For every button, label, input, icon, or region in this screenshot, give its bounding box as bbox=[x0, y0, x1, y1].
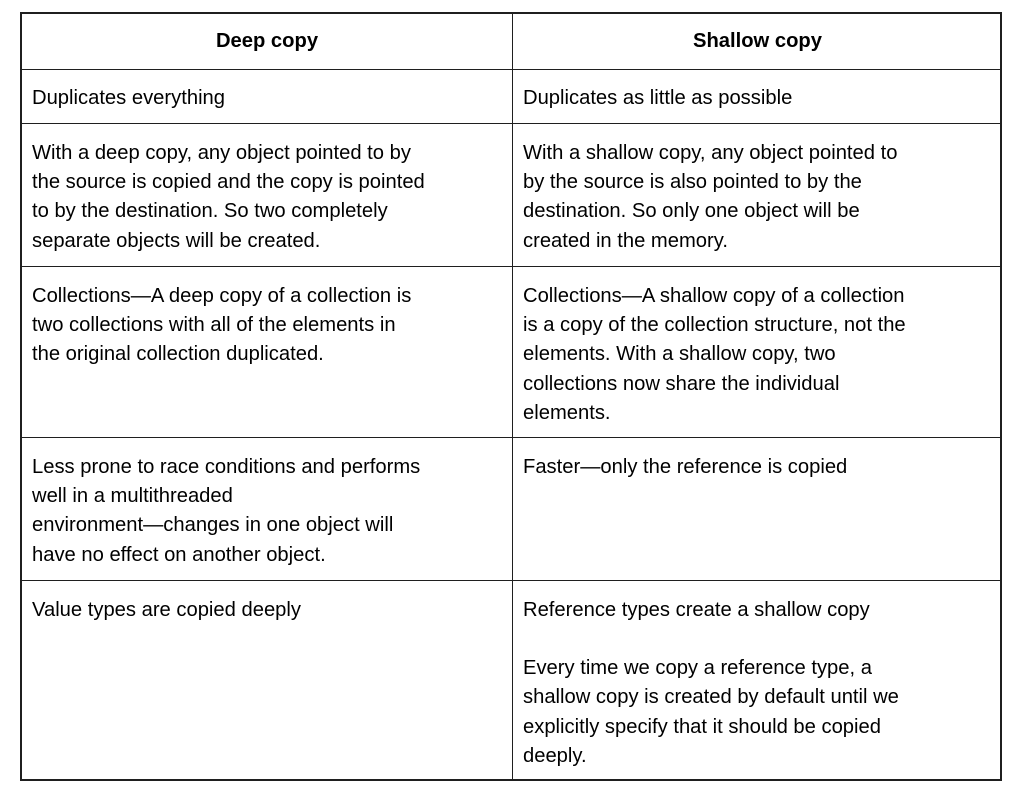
cell-deep-row-4: Less prone to race conditions and performs well in a multithreaded environment—changes in one object will have no effect on another object. bbox=[32, 456, 421, 566]
cell-shallow-row-4: Faster—only the reference is copied bbox=[523, 456, 848, 478]
row-divider bbox=[22, 69, 1000, 70]
row-divider bbox=[22, 266, 1000, 267]
header-shallow-copy bbox=[513, 14, 1002, 69]
cell-shallow-row-2: With a shallow copy, any object pointed to by the source is also pointed to by the destination. So only one object will be created in the memory. bbox=[523, 142, 898, 252]
cell-shallow-row-5: Reference types create a shallow copy Every time we copy a reference type, a shallow copy is created by default until we explicitly specify that it should be copied deeply. bbox=[513, 596, 1002, 771]
paragraph-gap bbox=[523, 625, 992, 654]
comparison-table bbox=[20, 12, 1002, 781]
header-label: Shallow copy bbox=[692, 30, 822, 52]
row-divider bbox=[22, 437, 1000, 438]
header-deep-copy bbox=[22, 14, 512, 69]
row-divider bbox=[22, 123, 1000, 124]
cell-shallow-row-1: Duplicates as little as possible bbox=[523, 87, 793, 109]
cell-deep-row-1: Duplicates everything bbox=[32, 87, 226, 109]
cell-deep-row-3: Collections—A deep copy of a collection is two collections with all of the elements in the original collection duplicated. bbox=[32, 285, 412, 366]
header-label: Deep copy bbox=[215, 30, 319, 52]
cell-deep-row-5: Value types are copied deeply bbox=[32, 599, 301, 621]
row-divider bbox=[22, 580, 1000, 581]
cell-shallow-row-3: Collections—A shallow copy of a collection is a copy of the collection structure, not the elements. With a shallow copy, two collections now share the individual elements. bbox=[523, 285, 906, 424]
cell-deep-row-2: With a deep copy, any object pointed to by the source is copied and the copy is pointed to by the destination. So two completely separate objects will be created. bbox=[32, 142, 425, 252]
